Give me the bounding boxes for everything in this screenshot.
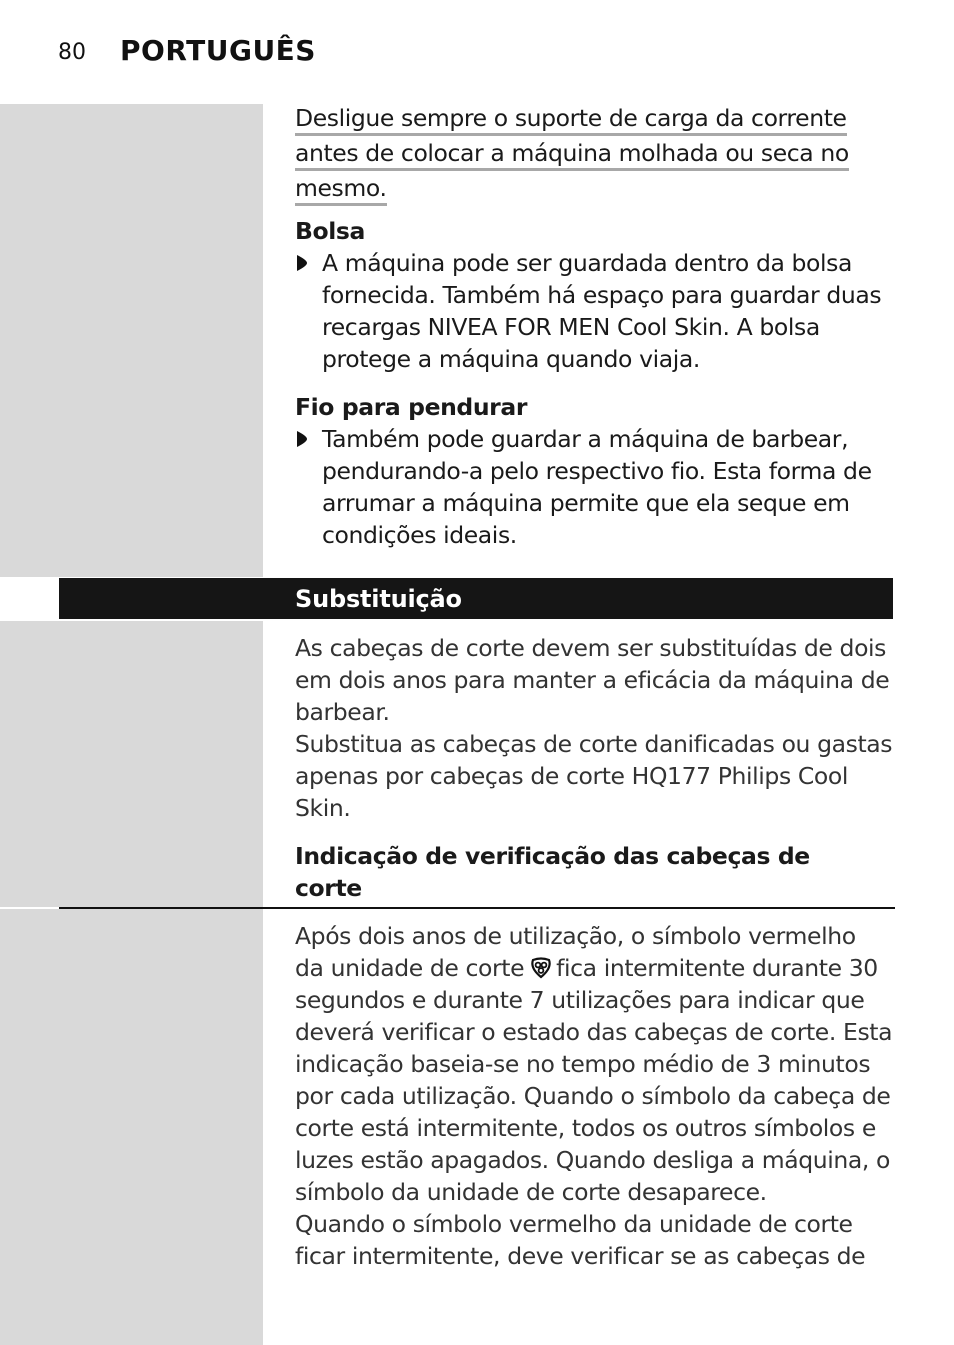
hanging-cord-text: Também pode guardar a máquina de barbear, [322, 425, 849, 453]
check-indication-text-part: fica intermitente durante 30 [556, 954, 878, 982]
replacement-line: Skin. [295, 794, 351, 822]
warning-line: mesmo. [295, 174, 387, 206]
bullet-arrow-icon [297, 255, 307, 271]
pouch-title: Bolsa [295, 217, 365, 245]
hanging-cord-section [295, 391, 895, 551]
check-indication-line: indicação baseia-se no tempo médio de 3 minutos [295, 1050, 871, 1078]
divider-rule [59, 907, 895, 909]
replacement-text [295, 632, 895, 824]
check-indication-line: Quando o símbolo vermelho da unidade de corte [295, 1210, 853, 1238]
check-indication-line: corte está intermitente, todos os outros símbolos e [295, 1114, 876, 1142]
replacement-line: barbear. [295, 698, 390, 726]
check-indication-heading [295, 840, 895, 904]
hanging-cord-bullet [295, 423, 895, 551]
pouch-text: protege a máquina quando viaja. [322, 345, 700, 373]
hanging-cord-text: arrumar a máquina permite que ela seque em [322, 489, 850, 517]
bullet-arrow-icon [297, 431, 307, 447]
warning-line: antes de colocar a máquina molhada ou seca no [295, 139, 849, 171]
page-number: 80 [58, 40, 86, 65]
section-header-bar [59, 578, 893, 619]
replacement-line: em dois anos para manter a eficácia da máquina de [295, 666, 890, 694]
check-indication-line-with-icon [295, 952, 895, 984]
section-title: Substituição [295, 585, 462, 613]
sidebar-panel [0, 621, 263, 907]
sidebar-panel [0, 104, 263, 577]
check-indication-text [295, 920, 895, 1272]
pouch-text: A máquina pode ser guardada dentro da bolsa [322, 249, 853, 277]
pouch-bullet [295, 247, 895, 375]
hanging-cord-title: Fio para pendurar [295, 393, 528, 421]
warning-block [295, 104, 895, 206]
check-indication-line: símbolo da unidade de corte desaparece. [295, 1178, 767, 1206]
check-indication-title: corte [295, 874, 362, 902]
check-indication-text-part: da unidade de corte [295, 954, 525, 982]
check-indication-line: luzes estão apagados. Quando desliga a máquina, o [295, 1146, 891, 1174]
check-indication-line: deverá verificar o estado das cabeças de corte. Esta [295, 1018, 893, 1046]
hanging-cord-text: condições ideais. [322, 521, 517, 549]
pouch-text: recargas NIVEA FOR MEN Cool Skin. A bolsa [322, 313, 820, 341]
check-indication-title: Indicação de verificação das cabeças de [295, 842, 810, 870]
check-indication-line: ficar intermitente, deve verificar se as cabeças de [295, 1242, 866, 1270]
check-indication-line: segundos e durante 7 utilizações para indicar que [295, 986, 865, 1014]
replacement-line: Substitua as cabeças de corte danificadas ou gastas [295, 730, 893, 758]
replacement-line: As cabeças de corte devem ser substituídas de dois [295, 634, 887, 662]
pouch-section [295, 215, 895, 375]
pouch-text: fornecida. Também há espaço para guardar duas [322, 281, 882, 309]
replacement-line: apenas por cabeças de corte HQ177 Philips Cool [295, 762, 848, 790]
hanging-cord-text: pendurando-a pelo respectivo fio. Esta forma de [322, 457, 872, 485]
sidebar-panel [0, 909, 263, 1345]
shaving-unit-icon [530, 957, 552, 979]
warning-line: Desligue sempre o suporte de carga da corrente [295, 104, 847, 136]
language-title: PORTUGUÊS [120, 34, 316, 67]
check-indication-line: Após dois anos de utilização, o símbolo vermelho [295, 922, 856, 950]
check-indication-line: por cada utilização. Quando o símbolo da cabeça de [295, 1082, 891, 1110]
